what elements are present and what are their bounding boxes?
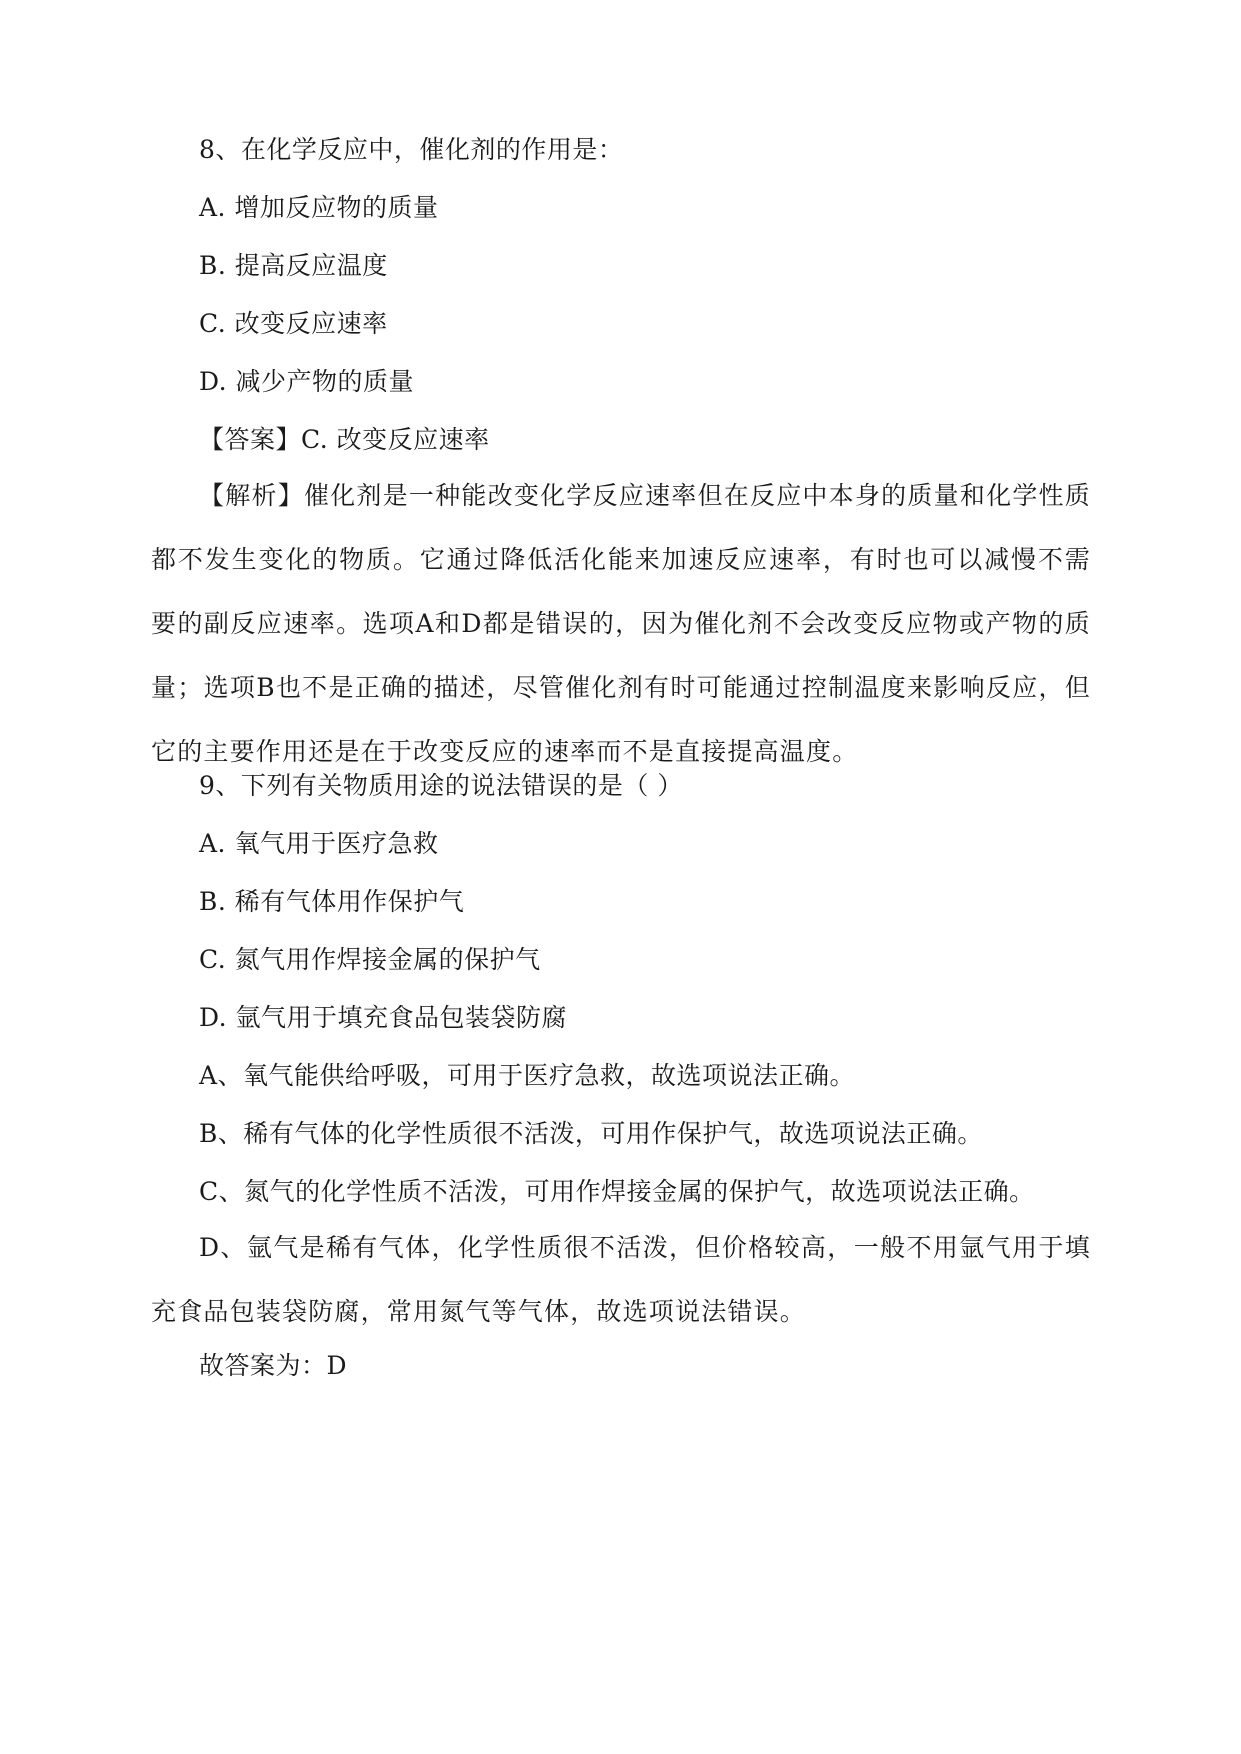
question-8-option-a: A. 增加反应物的质量: [199, 193, 439, 222]
question-9-explanation-c: C、氮气的化学性质不活泼，可用作焊接金属的保护气，故选项说法正确。: [199, 1177, 1035, 1206]
question-8-answer: 【答案】C. 改变反应速率: [199, 425, 490, 454]
question-9-explanation-b: B、稀有气体的化学性质很不活泼，可用作保护气，故选项说法正确。: [199, 1119, 983, 1148]
question-9-option-b: B. 稀有气体用作保护气: [199, 887, 465, 916]
question-9-option-a: A. 氧气用于医疗急救: [199, 829, 439, 858]
question-9-stem: 9、下列有关物质用途的说法错误的是（ ）: [199, 771, 683, 800]
question-9-option-c: C. 氮气用作焊接金属的保护气: [199, 945, 541, 974]
question-8-analysis: 【解析】催化剂是一种能改变化学反应速率但在反应中本身的质量和化学性质都不发生变化的物质。它通过降低活化能来加速反应速率，有时也可以减慢不需要的副反应速率。选项A和D都是错误的，因为催化剂不会改变反应物或产物的质量；选项B也不是正确的描述，尽管催化剂有时可能通过控制温度来影响反应，但它的主要作用还是在于改变反应的速率而不是直接提高温度。: [151, 481, 1091, 766]
question-9-explanation-a: A、氧气能供给呼吸，可用于医疗急救，故选项说法正确。: [199, 1061, 856, 1090]
question-8-option-d: D. 减少产物的质量: [199, 367, 415, 396]
question-9-explanation-d: D、氩气是稀有气体，化学性质很不活泼，但价格较高，一般不用氩气用于填充食品包装袋防腐，常用氮气等气体，故选项说法错误。: [151, 1233, 1091, 1326]
question-9-option-d: D. 氩气用于填充食品包装袋防腐: [199, 1003, 568, 1032]
question-9-final-answer: 故答案为：D: [199, 1351, 348, 1380]
question-8-option-b: B. 提高反应温度: [199, 251, 388, 280]
question-8-stem: 8、在化学反应中，催化剂的作用是：: [199, 135, 624, 164]
question-8-option-c: C. 改变反应速率: [199, 309, 388, 338]
